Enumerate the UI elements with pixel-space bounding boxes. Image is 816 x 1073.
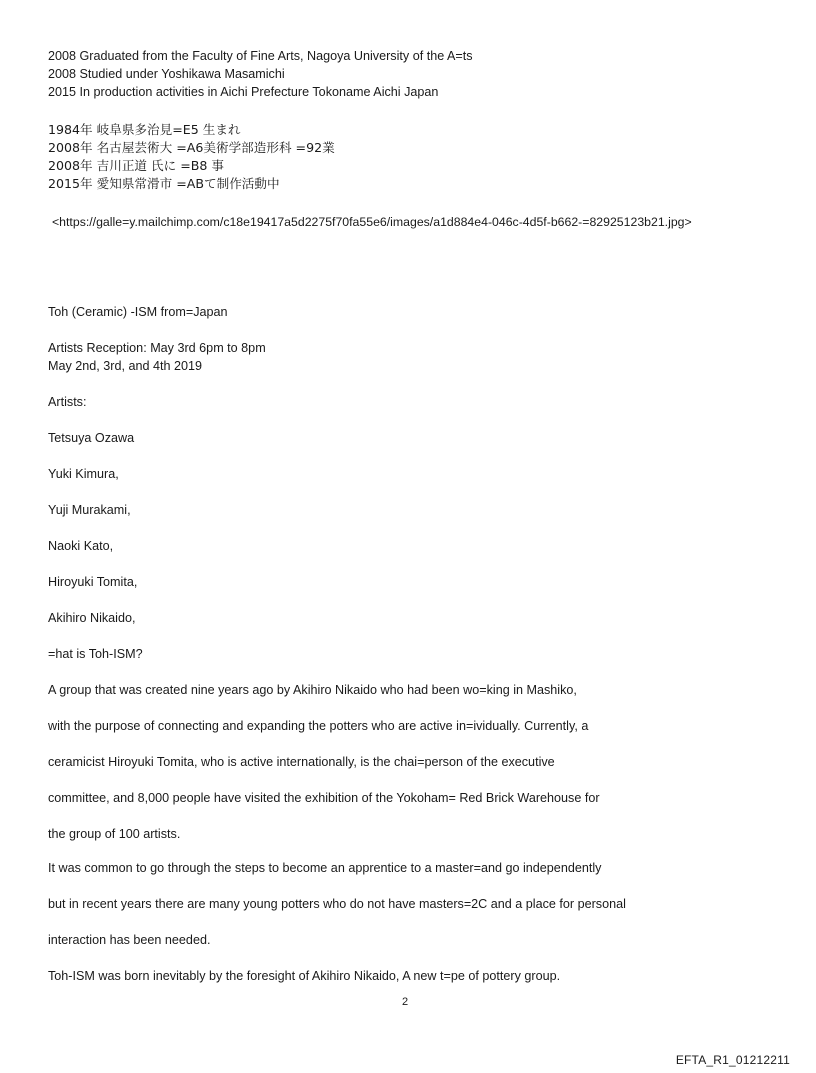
exhibition-title: Toh (Ceramic) -ISM from=Japan	[48, 305, 228, 319]
about-line: interaction has been needed.	[48, 933, 211, 947]
exhibition-dates: May 2nd, 3rd, and 4th 2019	[48, 359, 203, 373]
artist-name: Naoki Kato,	[48, 539, 114, 553]
artist-name: Akihiro Nikaido,	[48, 611, 136, 625]
image-link[interactable]: <https://galle=y.mailchimp.com/c18e19417a5d2275f70fa55e6/images/a1d884e4-046c-4d5f-b662-=82925123b21.jpg>	[52, 215, 692, 229]
about-line: with the purpose of connecting and expanding the potters who are active in=ividually. Currently, a	[48, 719, 589, 733]
artist-name: Yuki Kimura,	[48, 467, 119, 481]
about-line: It was common to go through the steps to become an apprentice to a master=and go independently	[48, 861, 602, 875]
about-line: but in recent years there are many young potters who do not have masters=2C and a place for personal	[48, 897, 626, 911]
bio-en-line: 2015 In production activities in Aichi Prefecture Tokoname Aichi Japan	[48, 85, 439, 99]
about-line: Toh-ISM was born inevitably by the foresight of Akihiro Nikaido, A new t=pe of pottery group.	[48, 969, 561, 983]
bio-en-line: 2008 Studied under Yoshikawa Masamichi	[48, 67, 285, 81]
artists-label: Artists:	[48, 395, 87, 409]
reception-time: Artists Reception: May 3rd 6pm to 8pm	[48, 341, 266, 355]
about-line: ceramicist Hiroyuki Tomita, who is active internationally, is the chai=person of the executive	[48, 755, 555, 769]
bio-en-line: 2008 Graduated from the Faculty of Fine Arts, Nagoya University of the A=ts	[48, 49, 473, 63]
bio-jp-line: 2015年 愛知県常滑市 =ABて制作活動中	[48, 176, 280, 191]
artist-name: Tetsuya Ozawa	[48, 431, 135, 445]
artist-name: Hiroyuki Tomita,	[48, 575, 138, 589]
bio-jp-line: 1984年 岐阜県多治見=E5 生まれ	[48, 122, 241, 137]
bio-jp-line: 2008年 名古屋芸術大 =A6美術学部造形科 =92業	[48, 140, 335, 155]
about-line: A group that was created nine years ago by Akihiro Nikaido who had been wo=king in Mashiko,	[48, 683, 577, 697]
about-heading: =hat is Toh-ISM?	[48, 647, 143, 661]
about-line: the group of 100 artists.	[48, 827, 181, 841]
about-line: committee, and 8,000 people have visited the exhibition of the Yokoham= Red Brick Warehouse for	[48, 791, 600, 805]
page-number: 2	[402, 996, 409, 1008]
document-id: EFTA_R1_01212211	[675, 1053, 790, 1067]
bio-jp-line: 2008年 吉川正道 氏に =B8 事	[48, 158, 225, 173]
artist-name: Yuji Murakami,	[48, 503, 131, 517]
